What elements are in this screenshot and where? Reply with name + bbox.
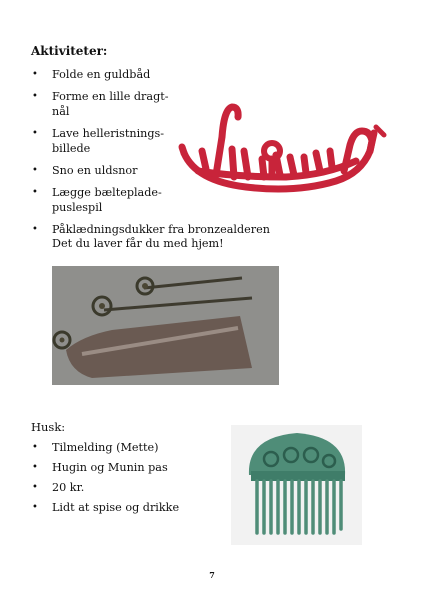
bullet-icon: •	[32, 128, 38, 139]
bullet-icon: •	[32, 187, 38, 198]
activity-label: Sno en uldsnor	[52, 164, 138, 177]
activity-label: Lave helleristnings-billede	[52, 127, 165, 155]
bullet-icon: •	[32, 165, 38, 176]
list-item	[31, 89, 182, 119]
activity-label: Folde en guldbåd	[52, 68, 151, 81]
remember-label: Hugin og Munin pas	[52, 461, 168, 474]
list-item	[31, 460, 231, 475]
page-number: 7	[209, 570, 215, 580]
activity-label: Forme en lille dragt-nål	[52, 90, 169, 118]
bullet-icon: •	[32, 462, 38, 473]
bullet-icon: •	[32, 502, 38, 513]
bullet-icon: •	[32, 482, 38, 493]
bullet-icon: •	[32, 91, 38, 102]
bullet-icon: •	[32, 69, 38, 80]
list-item	[31, 480, 231, 495]
bullet-icon: •	[32, 442, 38, 453]
remember-list	[31, 440, 231, 520]
remember-label: 20 kr.	[52, 481, 85, 494]
activity-label: Lægge bælteplade-puslespil	[52, 186, 162, 214]
bronze-comb-photo	[231, 425, 362, 545]
list-item	[31, 67, 291, 82]
remember-heading: Husk:	[31, 420, 66, 434]
take-home-note: Det du laver får du med hjem!	[52, 237, 224, 250]
list-item	[31, 185, 182, 215]
list-item	[31, 126, 182, 156]
activity-label: Påklædningsdukker fra bronzealderen	[52, 223, 270, 236]
list-item	[31, 500, 231, 515]
list-item	[31, 440, 231, 455]
remember-label: Lidt at spise og drikke	[52, 501, 180, 514]
bullet-icon: •	[32, 224, 38, 235]
bronze-pins-photo	[52, 266, 279, 385]
activities-heading: Aktiviteter:	[31, 44, 108, 58]
list-item	[31, 222, 292, 237]
rock-carving-ship-image	[176, 101, 392, 201]
remember-label: Tilmelding (Mette)	[52, 441, 159, 454]
